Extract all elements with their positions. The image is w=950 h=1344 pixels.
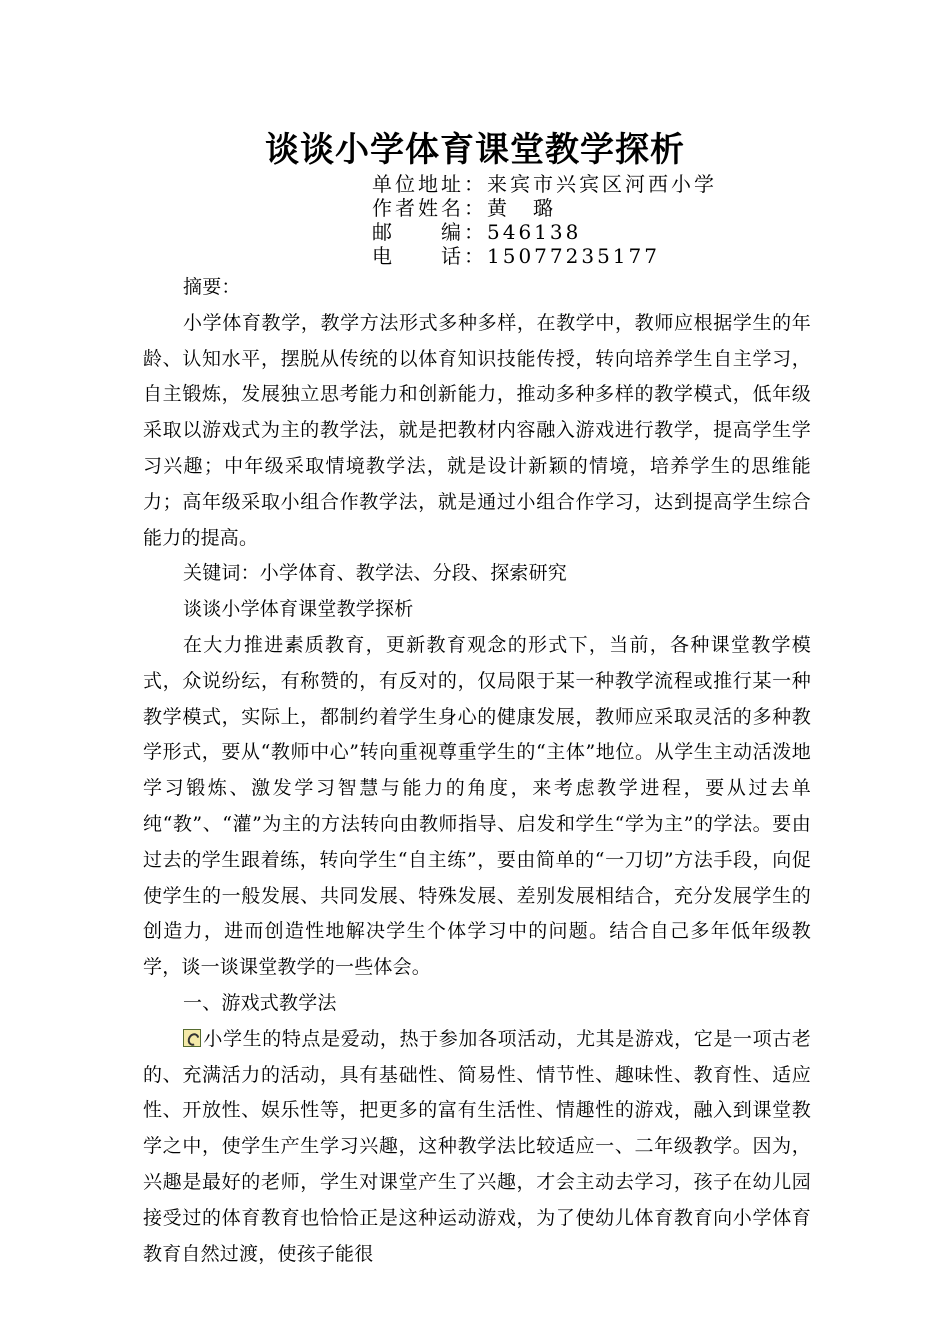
section1-heading: 一、游戏式教学法 bbox=[183, 991, 337, 1014]
keywords-paragraph: 关键词：小学体育、教学法、分段、探索研究 bbox=[183, 562, 568, 585]
subtitle-paragraph: 谈谈小学体育课堂教学探析 bbox=[183, 598, 414, 621]
intro-paragraph: 在大力推进素质教育，更新教育观念的形式下，当前，各种课堂教学模式，众说纷纭，有称赞的，有反对的，仅局限于某一种教学流程或推行某一种教学模式，实际上，都制约着学生身心的健康发展，教师应采取灵活的多种教学形式，要从“教师中心”转向重视尊重学生的“主体”地位。从学生主动活泼地学习锻炼、激发学习智慧与能力的角度，来考虑教学进程，要从过去单纯“教”、“灌”为主的方法转向由教师指导、启发和学生“学为主”的学法。要由过去的学生跟着练，转向学生“自主练”，要由简单的“一刀切”方法手段，向促使学生的一般发展、共同发展、特殊发展、差别发展相结合，充分发展学生的创造力，进而创造性地解决学生个体学习中的问题。结合自己多年低年级教学，谈一谈课堂教学的一些体会。 bbox=[143, 633, 811, 979]
info-address: 单位地址：来宾市兴宾区河西小学 bbox=[372, 172, 717, 196]
info-phone: 电 话：15077235177 bbox=[372, 244, 660, 268]
author-info-block bbox=[372, 172, 717, 268]
document-title: 谈谈小学体育课堂教学探析 bbox=[265, 130, 685, 170]
document-body bbox=[143, 270, 811, 1272]
info-author: 作者姓名：黄 璐 bbox=[372, 196, 556, 220]
embedded-object-icon[interactable] bbox=[183, 1029, 201, 1047]
abstract-label: 摘要： bbox=[183, 276, 241, 298]
section1-paragraph bbox=[143, 1022, 811, 1273]
section1-text: 小学生的特点是爱动，热于参加各项活动，尤其是游戏，它是一项古老的、充满活力的活动，具有基础性、简易性、情节性、趣味性、教育性、适应性、开放性、娱乐性等，把更多的富有生活性、情趣性的游戏，融入到课堂教学之中，使学生产生学习兴趣，这种教学法比较适应一、二年级教学。因为，兴趣是最好的老师，学生对课堂产生了兴趣，才会主动去学习，孩子在幼儿园接受过的体育教育也恰恰正是这种运动游戏，为了使幼儿体育教育向小学体育教育自然过渡，使孩子能很 bbox=[143, 1027, 811, 1265]
abstract-paragraph: 小学体育教学，教学方法形式多种多样，在教学中，教师应根据学生的年龄、认知水平，摆脱从传统的以体育知识技能传授，转向培养学生自主学习，自主锻炼，发展独立思考能力和创新能力，推动多种多样的教学模式，低年级采取以游戏式为主的教学法，就是把教材内容融入游戏进行教学，提高学生学习兴趣；中年级采取情境教学法，就是设计新颖的情境，培养学生的思维能力；高年级采取小组合作教学法，就是通过小组合作学习，达到提高学生综合能力的提高。 bbox=[143, 311, 811, 549]
info-postcode: 邮 编：546138 bbox=[372, 220, 582, 244]
